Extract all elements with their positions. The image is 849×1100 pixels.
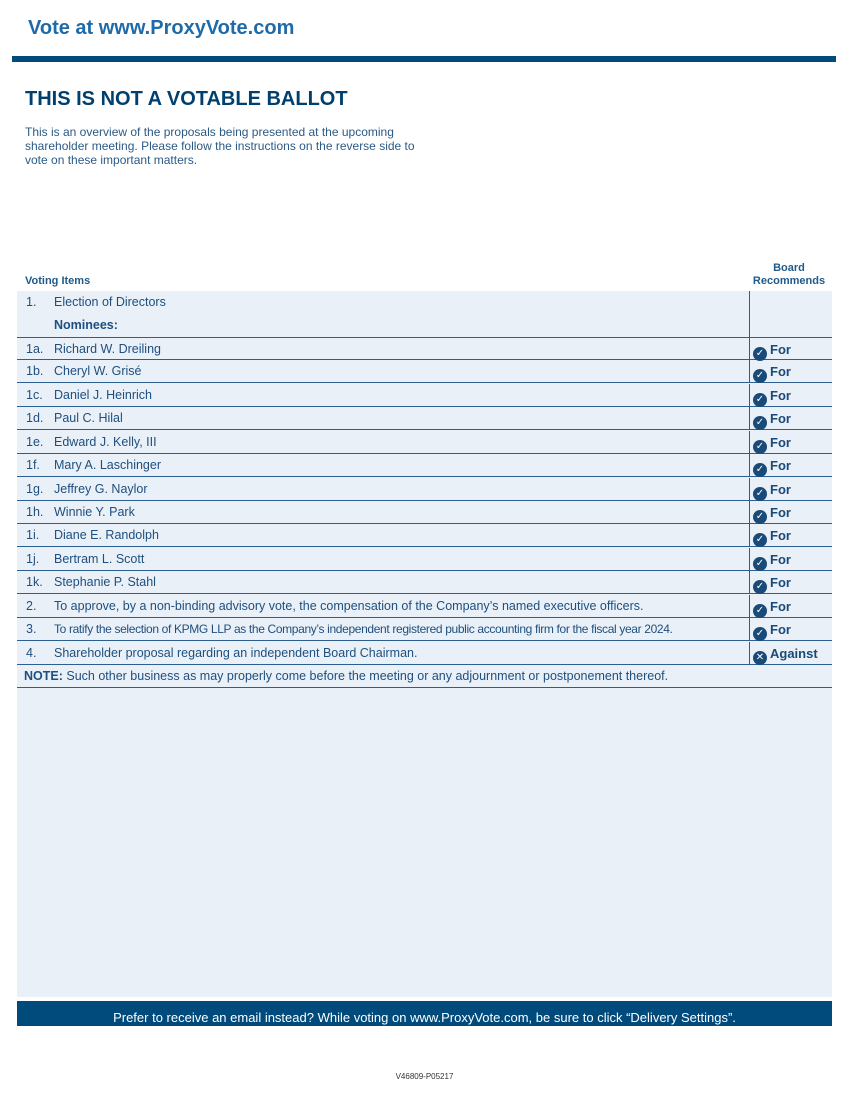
recommendation-cell xyxy=(749,314,832,337)
item-number: 1e. xyxy=(26,434,44,449)
item-text: Bertram L. Scott xyxy=(54,551,145,566)
nominees-row xyxy=(17,314,832,337)
item-text: To approve, by a non-binding advisory vote, the compensation of the Company’s named executive officers. xyxy=(54,598,644,613)
proposal-row xyxy=(17,384,832,407)
item-number: 1i. xyxy=(26,528,40,543)
nominees-label: Nominees: xyxy=(54,318,118,332)
item-text: Daniel J. Heinrich xyxy=(54,387,152,402)
recommendation xyxy=(753,482,791,501)
item-text: Election of Directors xyxy=(54,295,166,309)
recommendation-cell xyxy=(749,338,832,359)
note-text: Such other business as may properly come before the meeting or any adjournment or postponement thereof. xyxy=(66,669,669,683)
recommendation xyxy=(753,364,791,383)
check-icon: ✓ xyxy=(753,580,767,594)
intro-text: This is an overview of the proposals being presented at the upcoming shareholder meeting. Please follow the instructions on the reverse side to vote on these important matters. xyxy=(25,125,415,167)
check-icon: ✓ xyxy=(753,416,767,430)
check-icon: ✓ xyxy=(753,533,767,547)
recommendation-label: Against xyxy=(770,645,818,661)
recommendation xyxy=(753,411,791,430)
document-code: V46809-P05217 xyxy=(395,1072,454,1081)
header-divider xyxy=(12,56,836,62)
check-icon: ✓ xyxy=(753,440,767,454)
proposal-row xyxy=(17,454,832,477)
item-text: Winnie Y. Park xyxy=(54,505,135,519)
recommendation-label: For xyxy=(770,387,791,403)
recommendation xyxy=(753,435,791,454)
recommendation xyxy=(753,622,791,641)
note-label: NOTE: xyxy=(24,669,63,683)
item-number: 1. xyxy=(26,295,37,309)
item-text: Shareholder proposal regarding an independent Board Chairman. xyxy=(54,645,418,660)
recommendation-cell xyxy=(749,360,832,382)
item-text: Cheryl W. Grisé xyxy=(54,364,142,379)
recommendation xyxy=(753,599,791,618)
proxyvote-link[interactable]: Vote at www.ProxyVote.com xyxy=(28,17,295,39)
item-number: 3. xyxy=(26,622,37,637)
item-text: Jeffrey G. Naylor xyxy=(54,481,148,496)
item-number: 1b. xyxy=(26,364,44,379)
proposal-row xyxy=(17,431,832,454)
recommendation-cell xyxy=(749,642,832,664)
item-number: 2. xyxy=(26,598,37,613)
voting-items-panel xyxy=(17,291,832,997)
proposal-row xyxy=(17,618,832,641)
recommendation xyxy=(753,388,791,407)
check-icon: ✓ xyxy=(753,463,767,477)
recommendation-label: For xyxy=(770,411,791,427)
proposal-row xyxy=(17,360,832,383)
recommendation-cell xyxy=(749,595,832,617)
board-recommends-line2: Recommends xyxy=(752,275,826,287)
item-number: 1g. xyxy=(26,481,44,496)
check-icon: ✓ xyxy=(753,557,767,571)
recommendation-cell xyxy=(749,291,832,314)
recommendation-cell xyxy=(749,454,832,476)
recommendation-label: For xyxy=(770,505,791,520)
check-icon: ✓ xyxy=(753,369,767,383)
recommendation-cell xyxy=(749,548,832,570)
item-number: 1f. xyxy=(26,458,40,473)
item-text: Paul C. Hilal xyxy=(54,411,123,426)
item-number: 1a. xyxy=(26,342,44,356)
item-number: 1k. xyxy=(26,575,43,590)
email-delivery-banner: Prefer to receive an email instead? While voting on www.ProxyVote.com, be sure to click “Delivery Settings”. xyxy=(17,1001,832,1026)
recommendation-cell xyxy=(749,384,832,406)
recommendation xyxy=(753,505,791,524)
recommendation-label: For xyxy=(770,575,791,591)
item-text: Edward J. Kelly, III xyxy=(54,434,157,449)
recommendation-label: For xyxy=(770,551,791,567)
recommendation-cell xyxy=(749,431,832,453)
recommendation-cell xyxy=(749,478,832,500)
recommendation-label: For xyxy=(770,598,791,614)
recommendation xyxy=(753,528,791,547)
recommendation-label: For xyxy=(770,481,791,497)
check-icon: ✓ xyxy=(753,393,767,407)
check-icon: ✓ xyxy=(753,627,767,641)
recommendation xyxy=(753,575,791,594)
recommendation-cell xyxy=(749,571,832,593)
check-icon: ✓ xyxy=(753,347,767,361)
item-number: 4. xyxy=(26,645,37,660)
recommendation-cell xyxy=(749,524,832,546)
recommendation-label: For xyxy=(770,528,791,544)
item-number: 1h. xyxy=(26,505,44,519)
x-icon: ✕ xyxy=(753,651,767,665)
proposal-row xyxy=(17,571,832,594)
item-row-1 xyxy=(17,291,832,314)
item-number: 1d. xyxy=(26,411,44,426)
voting-items-header: Voting Items xyxy=(25,275,91,287)
proposal-row xyxy=(17,478,832,501)
page-title: THIS IS NOT A VOTABLE BALLOT xyxy=(25,88,348,110)
check-icon: ✓ xyxy=(753,487,767,501)
check-icon: ✓ xyxy=(753,604,767,618)
recommendation-label: For xyxy=(770,434,791,450)
item-text: Richard W. Dreiling xyxy=(54,342,161,356)
note-row xyxy=(17,665,832,688)
proposal-row xyxy=(17,407,832,430)
recommendation-cell xyxy=(749,501,832,523)
recommendation xyxy=(753,552,791,571)
item-number: 1j. xyxy=(26,551,40,566)
item-text: Mary A. Laschinger xyxy=(54,458,161,473)
proposal-row xyxy=(17,337,832,360)
item-text: Stephanie P. Stahl xyxy=(54,575,156,590)
recommendation xyxy=(753,458,791,477)
recommendation-cell xyxy=(749,407,832,429)
recommendation-cell xyxy=(749,618,832,640)
proposal-row xyxy=(17,548,832,571)
proposal-row xyxy=(17,595,832,618)
proposal-row xyxy=(17,642,832,665)
item-number: 1c. xyxy=(26,387,43,402)
recommendation-label: For xyxy=(770,342,791,357)
check-icon: ✓ xyxy=(753,510,767,524)
board-recommends-header xyxy=(748,262,830,288)
recommendation-label: For xyxy=(770,622,791,638)
proposal-row xyxy=(17,501,832,524)
item-text: To ratify the selection of KPMG LLP as the Company’s independent registered public accounting firm for the fiscal year 2024. xyxy=(54,622,673,637)
recommendation-label: For xyxy=(770,364,791,380)
item-text: Diane E. Randolph xyxy=(54,528,159,543)
recommendation-label: For xyxy=(770,458,791,474)
recommendation xyxy=(753,646,818,665)
proposal-row xyxy=(17,524,832,547)
recommendation xyxy=(753,342,791,361)
board-recommends-line1: Board xyxy=(773,262,805,274)
